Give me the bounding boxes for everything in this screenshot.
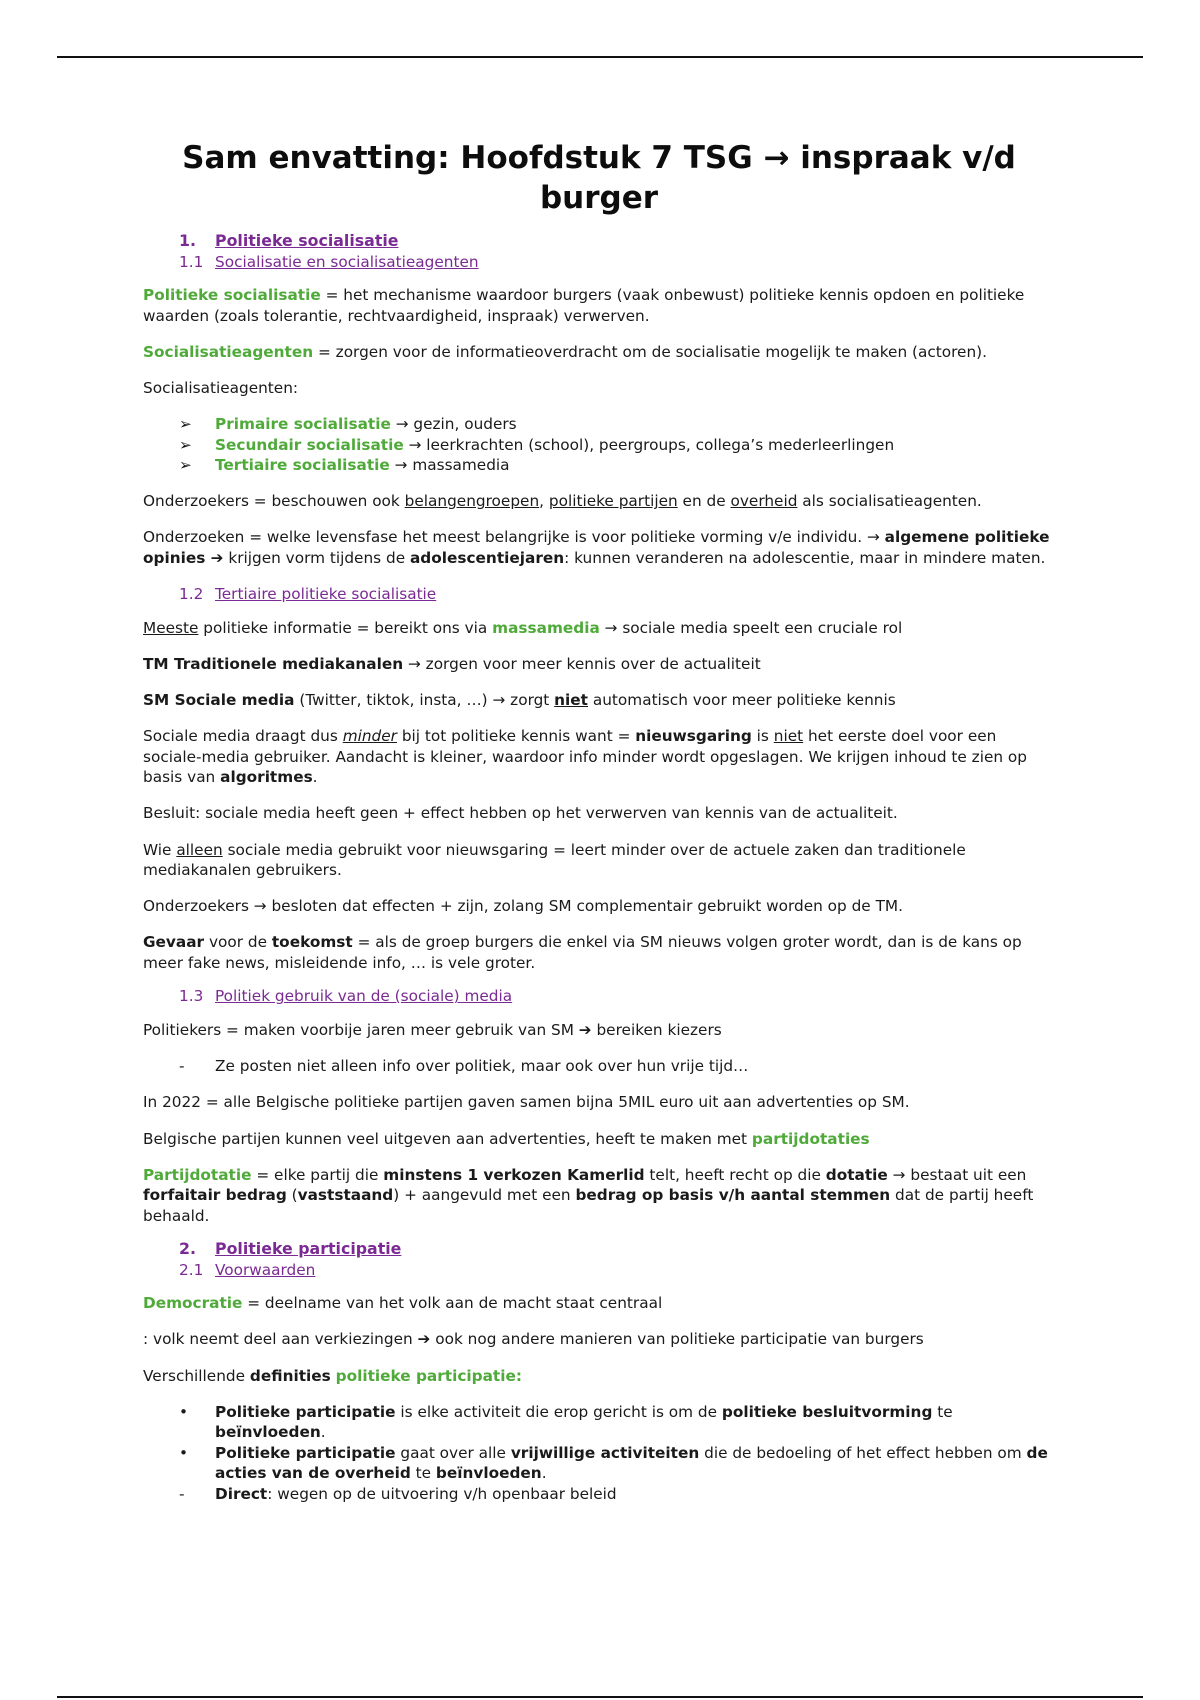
term-highlight: Partijdotatie	[143, 1165, 252, 1184]
underlined-text: niet	[773, 727, 804, 746]
bold-text: Politieke participatie	[215, 1443, 396, 1462]
list-item	[143, 435, 1055, 456]
heading-text: Socialisatie en socialisatieagenten	[215, 252, 479, 271]
bold-text: algemene politieke opinies ➔	[143, 528, 1050, 567]
dash-bullet: -	[179, 1057, 185, 1076]
paragraph-agents-intro: Socialisatieagenten:	[143, 378, 299, 397]
text: te	[932, 1402, 953, 1421]
bold-text: forfaitair bedrag	[143, 1186, 287, 1205]
term-highlight: Secundair socialisatie	[215, 435, 404, 454]
paragraph-sociale-media	[143, 726, 1055, 788]
term-highlight: Socialisatieagenten	[143, 342, 314, 361]
agents-list	[143, 414, 1055, 476]
text: is elke activiteit die erop gericht is om de	[395, 1402, 722, 1421]
term-highlight: Politieke socialisatie	[143, 286, 321, 304]
text: telt, heeft recht op die	[644, 1165, 826, 1184]
dash-bullet: -	[179, 1484, 185, 1503]
paragraph-tm	[143, 654, 1055, 675]
paragraph-politieke-socialisatie	[143, 285, 1055, 326]
heading-number: 1.	[179, 231, 196, 250]
text: : kunnen veranderen na adolescentie, maar in mindere maten.	[564, 548, 1046, 567]
heading-number: 2.1	[179, 1260, 204, 1279]
text: .	[312, 768, 318, 787]
bold-text: toekomst	[271, 933, 353, 952]
bold-text: definities	[249, 1366, 331, 1385]
arrow-bullet-icon: ➢	[179, 415, 192, 434]
bold-text: politieke besluitvorming	[721, 1402, 933, 1421]
bold-text: de acties van de overheid	[215, 1443, 1048, 1483]
paragraph-gevaar	[143, 932, 1055, 973]
bold-text: bedrag op basis v/h aantal stemmen	[575, 1186, 891, 1205]
definitions-list	[143, 1402, 1055, 1505]
heading-text: Politieke socialisatie	[215, 231, 399, 250]
text: sociale media gebruikt voor nieuwsgaring = leert minder over de actuele zaken dan traditionele mediakanalen gebruikers.	[143, 840, 966, 880]
text: ) + aangevuld met een	[393, 1186, 576, 1205]
text: = zorgen voor de informatieoverdracht om de socialisatie mogelijk te maken (actoren).	[313, 342, 987, 361]
bold-text: dotatie	[825, 1165, 888, 1184]
text: .	[320, 1423, 326, 1442]
paragraph-2022: In 2022 = alle Belgische politieke partijen gaven samen bijna 5MIL euro uit aan advertenties op SM.	[143, 1093, 910, 1112]
bullet-icon: •	[179, 1402, 189, 1421]
underlined-text: politieke partijen	[548, 492, 678, 511]
heading-number: 2.	[179, 1239, 196, 1259]
underlined-text: belangengroepen	[404, 492, 540, 511]
text: Sociale media draagt dus	[143, 727, 343, 746]
list-item	[143, 1443, 1055, 1484]
text: = elke partij die	[251, 1165, 384, 1184]
bold-text: minstens 1 verkozen Kamerlid	[383, 1165, 645, 1184]
term-highlight: politieke participatie:	[335, 1366, 522, 1385]
heading-2-1	[143, 1260, 1055, 1281]
arrow-bullet-icon: ➢	[179, 435, 192, 454]
top-rule	[57, 56, 1143, 58]
document-page	[143, 138, 1055, 1520]
text: → sociale media speelt een cruciale rol	[599, 618, 903, 637]
paragraph-onderzoeken	[143, 527, 1055, 568]
term-highlight: Primaire socialisatie	[215, 415, 391, 434]
heading-text: Politieke participatie	[215, 1239, 402, 1259]
underlined-text: Meeste	[143, 618, 199, 637]
paragraph-besluit: Besluit: sociale media heeft geen + effect hebben op het verwerven van kennis van de actualiteit.	[143, 804, 898, 823]
bold-text: nieuwsgaring	[635, 727, 752, 746]
text: → massamedia	[389, 456, 510, 475]
heading-text: Politiek gebruik van de (sociale) media	[215, 987, 513, 1006]
paragraph-definities	[143, 1366, 1055, 1387]
paragraph-onderzoekers-besloten: Onderzoekers → besloten dat effecten + zijn, zolang SM complementair gebruikt worden op de TM.	[143, 897, 903, 916]
text: Verschillende	[143, 1366, 250, 1385]
text: : wegen op de uitvoering v/h openbaar beleid	[267, 1484, 617, 1503]
text: Belgische partijen kunnen veel uitgeven aan advertenties, heeft te maken met	[143, 1129, 752, 1148]
text: die de bedoeling of het effect hebben om	[699, 1443, 1027, 1462]
paragraph-politiekers: Politiekers = maken voorbije jaren meer gebruik van SM ➔ bereiken kiezers	[143, 1020, 722, 1039]
text: dat de partij heeft behaald.	[143, 1186, 1034, 1225]
text: → gezin, ouders	[390, 415, 517, 434]
bold-text: vrijwillige activiteiten	[510, 1443, 700, 1462]
text: Onderzoekers = beschouwen ook	[143, 492, 405, 511]
bold-text: Gevaar	[143, 933, 205, 952]
text: Ze posten niet alleen info over politiek, maar ook over hun vrije tijd…	[215, 1057, 749, 1076]
paragraph-partijdotatie	[143, 1165, 1055, 1227]
text: voor de	[204, 933, 272, 952]
paragraph-sm	[143, 690, 1055, 711]
paragraph-belgische-partijen	[143, 1129, 1055, 1150]
underlined-text: overheid	[730, 492, 798, 511]
heading-text: Tertiaire politieke socialisatie	[215, 585, 437, 604]
text: gaat over alle	[395, 1443, 511, 1462]
bold-text: SM Sociale media	[143, 691, 295, 709]
text: krijgen vorm tijdens de	[223, 548, 410, 567]
bold-underlined-text: niet	[554, 691, 588, 709]
text: is	[751, 727, 774, 746]
dash-list	[143, 1056, 1055, 1077]
term-highlight: partijdotaties	[751, 1129, 870, 1148]
heading-text: Voorwaarden	[215, 1260, 316, 1279]
text: = deelname van het volk aan de macht staat centraal	[242, 1294, 663, 1313]
bold-text: vaststaand	[297, 1186, 394, 1205]
bold-text: algoritmes	[220, 768, 313, 787]
heading-number: 1.3	[179, 987, 204, 1006]
text: → leerkrachten (school), peergroups, collega’s mederleerlingen	[403, 435, 895, 454]
bold-text: Politieke participatie	[215, 1402, 396, 1421]
paragraph-meeste	[143, 618, 1055, 639]
bold-text: TM Traditionele mediakanalen	[143, 654, 404, 673]
page-title: Sam envatting: Hoofdstuk 7 TSG → inspraak v/d burger	[182, 140, 1016, 216]
bottom-rule	[57, 1696, 1143, 1698]
bold-text: adolescentiejaren	[409, 548, 565, 567]
text: ,	[539, 492, 549, 511]
text: automatisch voor meer politieke kennis	[588, 691, 896, 709]
text: bij tot politieke kennis want =	[396, 727, 636, 746]
paragraph-volk: : volk neemt deel aan verkiezingen ➔ ook nog andere manieren van politieke participatie van burgers	[143, 1330, 924, 1349]
list-item	[143, 455, 1055, 476]
heading-1-1	[143, 252, 1055, 273]
text: → zorgen voor meer kennis over de actualiteit	[403, 654, 761, 673]
heading-2	[143, 1239, 1055, 1260]
arrow-bullet-icon: ➢	[179, 456, 192, 475]
heading-number: 1.1	[179, 252, 204, 271]
paragraph-democratie	[143, 1293, 1055, 1314]
list-item	[143, 1402, 1055, 1443]
italic-underlined-text: minder	[342, 727, 397, 746]
text: Onderzoeken = welke levensfase het meest belangrijke is voor politieke vorming v/e individu. →	[143, 528, 885, 547]
heading-1	[143, 231, 1055, 252]
list-item	[143, 1484, 1055, 1505]
text: als socialisatieagenten.	[797, 492, 982, 511]
underlined-text: alleen	[176, 840, 223, 859]
text: het eerste doel voor een sociale-media gebruiker. Aandacht is kleiner, waardoor info minder wordt opgeslagen. We krijgen inhoud te zien op basis van	[143, 727, 1027, 787]
term-highlight: Tertiaire socialisatie	[215, 456, 390, 475]
text: te	[410, 1464, 436, 1483]
paragraph-onderzoekers	[143, 491, 1055, 512]
list-item	[143, 1056, 1055, 1077]
bullet-icon: •	[179, 1443, 189, 1462]
term-highlight: Democratie	[143, 1294, 243, 1313]
heading-1-2	[143, 584, 1055, 605]
bold-text: beïnvloeden	[435, 1464, 542, 1483]
heading-number: 1.2	[179, 585, 204, 604]
text: → bestaat uit een	[887, 1165, 1027, 1184]
text: = het mechanisme waardoor burgers (vaak onbewust) politieke kennis opdoen en politieke waarden (zoals tolerantie, rechtvaardigheid, inspraak) verwerven.	[143, 286, 1025, 325]
text: (Twitter, tiktok, insta, …) → zorgt	[294, 691, 555, 709]
text: (	[286, 1186, 298, 1205]
term-highlight: massamedia	[492, 618, 600, 637]
text: = als de groep burgers die enkel via SM nieuws volgen groter wordt, dan is de kans op meer fake news, misleidende info, … is vele groter.	[143, 933, 1022, 972]
paragraph-socialisatieagenten	[143, 342, 1055, 363]
text: Wie	[143, 840, 177, 859]
text: .	[541, 1464, 547, 1483]
bold-text: beïnvloeden	[215, 1423, 321, 1442]
bold-text: Direct	[215, 1484, 268, 1503]
text: politieke informatie = bereikt ons via	[198, 618, 493, 637]
heading-1-3	[143, 986, 1055, 1007]
paragraph-wie-alleen	[143, 840, 1055, 881]
list-item	[143, 414, 1055, 435]
text: en de	[677, 492, 731, 511]
